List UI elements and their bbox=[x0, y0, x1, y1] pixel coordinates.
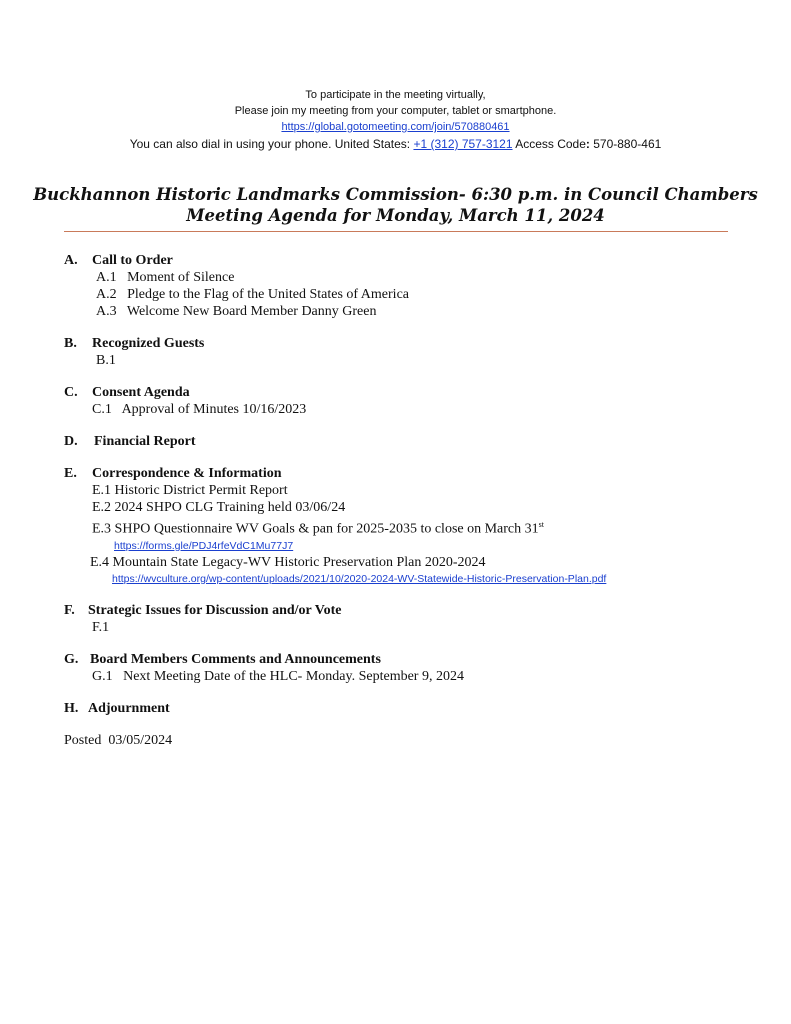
section-title: Call to Order bbox=[92, 253, 173, 268]
section-b bbox=[64, 335, 744, 369]
section-title: Consent Agenda bbox=[92, 385, 190, 400]
access-code: 570-880-461 bbox=[589, 137, 662, 151]
agenda-item: A.2 Pledge to the Flag of the United States of America bbox=[96, 287, 409, 302]
header-line-2: Please join my meeting from your computer, tablet or smartphone. bbox=[234, 105, 557, 117]
section-letter: C. bbox=[64, 385, 78, 400]
section-title: Financial Report bbox=[94, 434, 196, 449]
virtual-meeting-info bbox=[0, 87, 791, 154]
section-title: Recognized Guests bbox=[92, 336, 205, 351]
section-letter: A. bbox=[64, 253, 78, 268]
agenda-item: A.1 Moment of Silence bbox=[96, 270, 235, 285]
section-title: Adjournment bbox=[88, 700, 170, 716]
section-letter: H. bbox=[64, 700, 79, 716]
agenda-item-e3 bbox=[64, 516, 744, 538]
section-letter: E. bbox=[64, 466, 77, 481]
section-letter: B. bbox=[64, 336, 77, 351]
agenda-item: E.1 Historic District Permit Report bbox=[92, 483, 288, 498]
section-title: Correspondence & Information bbox=[92, 466, 282, 481]
access-code-colon: : bbox=[585, 137, 590, 151]
section-h bbox=[64, 700, 744, 717]
ordinal-suffix: st bbox=[538, 520, 544, 529]
agenda-item: B.1 bbox=[96, 353, 116, 368]
section-a bbox=[64, 252, 744, 320]
title-divider bbox=[64, 231, 728, 232]
preservation-plan-link[interactable]: https://wvculture.org/wp-content/uploads/2021/10/2020-2024-WV-Statewide-Historic-Preservation-Plan.pdf bbox=[112, 572, 607, 585]
posted-date: Posted 03/05/2024 bbox=[64, 732, 173, 748]
questionnaire-link[interactable]: https://forms.gle/PDJ4rfeVdC1Mu77J7 bbox=[114, 539, 294, 552]
agenda-title bbox=[0, 184, 791, 226]
dial-in-line bbox=[0, 135, 791, 154]
title-line-1: Buckhannon Historic Landmarks Commission- 6:30 p.m. in Council Chambers bbox=[33, 185, 758, 204]
section-title: Strategic Issues for Discussion and/or Vote bbox=[88, 602, 342, 618]
agenda-item: A.3 Welcome New Board Member Danny Green bbox=[96, 304, 377, 319]
section-letter: G. bbox=[64, 651, 79, 667]
access-code-label: Access Code bbox=[512, 137, 586, 151]
title-line-2: Meeting Agenda for Monday, March 11, 2024 bbox=[186, 206, 605, 225]
section-e bbox=[64, 465, 744, 587]
meeting-link[interactable]: https://global.gotomeeting.com/join/570880461 bbox=[281, 121, 510, 133]
section-c bbox=[64, 384, 744, 418]
section-letter: D. bbox=[64, 434, 78, 449]
agenda-item-text: E.3 SHPO Questionnaire WV Goals & pan for 2025-2035 to close on March 31 bbox=[92, 521, 539, 537]
phone-link[interactable]: +1 (312) 757-3121 bbox=[413, 137, 513, 151]
agenda-item: F.1 bbox=[92, 619, 110, 635]
section-f bbox=[64, 602, 744, 636]
agenda-list bbox=[64, 252, 744, 749]
agenda-item: G.1 Next Meeting Date of the HLC- Monday. September 9, 2024 bbox=[92, 668, 464, 684]
agenda-item: C.1 Approval of Minutes 10/16/2023 bbox=[92, 402, 307, 417]
section-g bbox=[64, 651, 744, 685]
section-d bbox=[64, 433, 744, 450]
agenda-item: E.4 Mountain State Legacy-WV Historic Preservation Plan 2020-2024 bbox=[90, 554, 486, 570]
dial-prefix: You can also dial in using your phone. United States: bbox=[129, 137, 414, 151]
header-line-1: To participate in the meeting virtually, bbox=[305, 89, 486, 101]
section-title: Board Members Comments and Announcements bbox=[90, 651, 381, 667]
section-letter: F. bbox=[64, 602, 75, 618]
agenda-item: E.2 2024 SHPO CLG Training held 03/06/24 bbox=[92, 500, 346, 515]
